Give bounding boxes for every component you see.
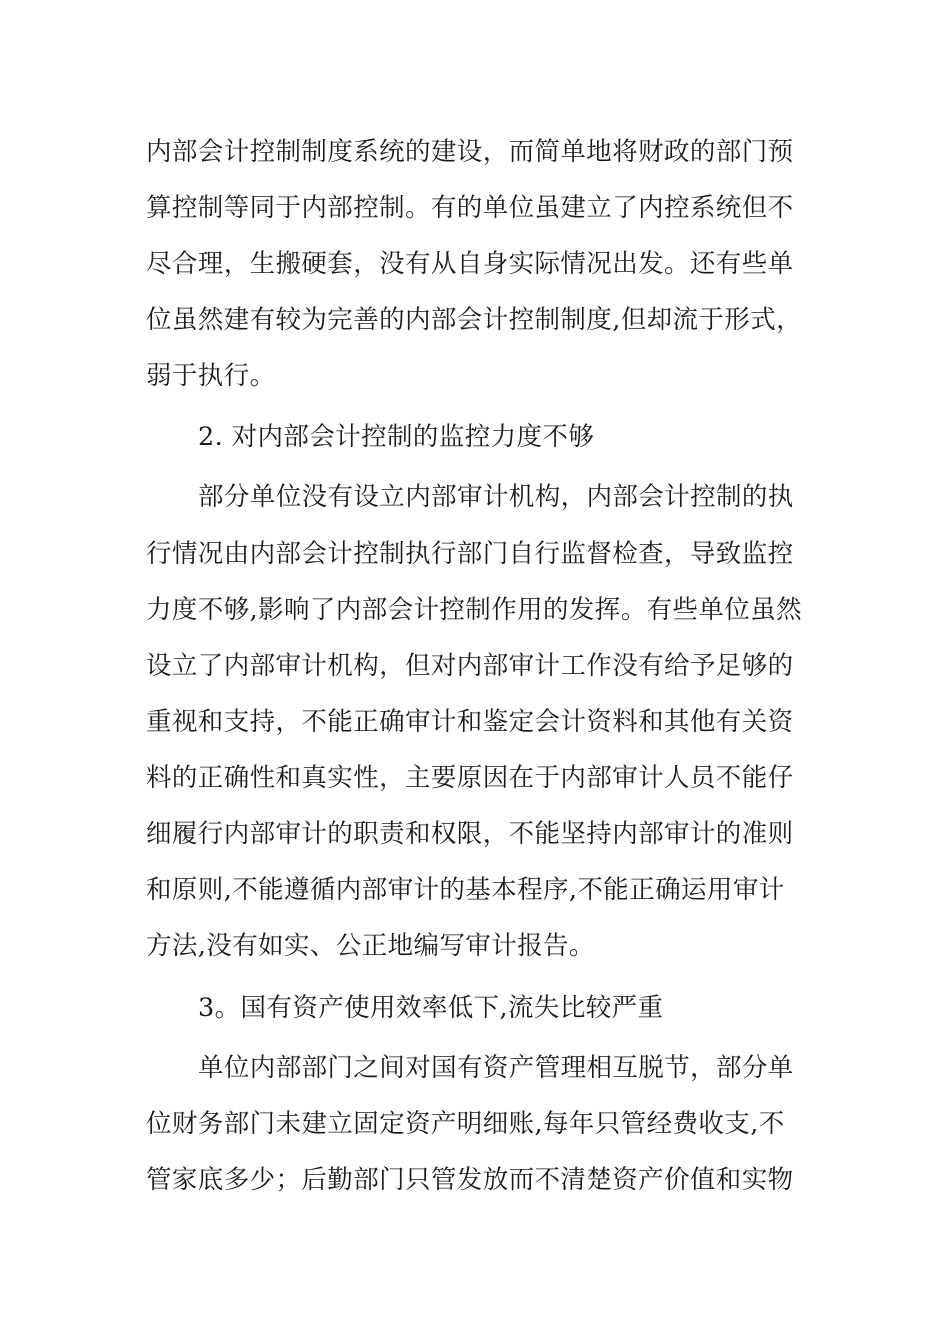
paragraph-line: 设立了内部审计机构，但对内部审计工作没有给予足够的 — [146, 651, 794, 681]
paragraph-line: 重视和支持，不能正确审计和鉴定会计资料和其他有关资 — [146, 707, 794, 737]
paragraph-line: 行情况由内部会计控制执行部门自行监督检查，导致监控 — [146, 539, 794, 569]
paragraph-line: 方法,没有如实、公正地编写审计报告。 — [146, 931, 595, 961]
paragraph-line: 料的正确性和真实性，主要原因在于内部审计人员不能仔 — [146, 763, 794, 793]
section-heading: 3。国有资产使用效率低下,流失比较严重 — [198, 993, 664, 1023]
paragraph-line: 和原则,不能遵循内部审计的基本程序,不能正确运用审计 — [146, 875, 785, 905]
paragraph-line: 部分单位没有设立内部审计机构，内部会计控制的执 — [198, 482, 794, 512]
section-heading: 2. 对内部会计控制的监控力度不够 — [198, 422, 595, 452]
paragraph-line: 尽合理，生搬硬套，没有从自身实际情况出发。还有些单 — [146, 249, 794, 279]
paragraph-line: 细履行内部审计的职责和权限，不能坚持内部审计的准则 — [146, 819, 794, 849]
paragraph-line: 管家底多少；后勤部门只管发放而不清楚资产价值和实物 — [146, 1165, 794, 1195]
paragraph-line: 弱于执行。 — [146, 361, 276, 391]
paragraph-line: 位财务部门未建立固定资产明细账,每年只管经费收支,不 — [146, 1109, 785, 1139]
paragraph-line: 算控制等同于内部控制。有的单位虽建立了内控系统但不 — [146, 193, 794, 223]
paragraph-line: 单位内部部门之间对国有资产管理相互脱节，部分单 — [198, 1053, 794, 1083]
paragraph-line: 力度不够,影响了内部会计控制作用的发挥。有些单位虽然 — [146, 595, 803, 625]
paragraph-line: 内部会计控制制度系统的建设，而简单地将财政的部门预 — [146, 137, 794, 167]
paragraph-line: 位虽然建有较为完善的内部会计控制制度,但却流于形式， — [146, 305, 803, 335]
